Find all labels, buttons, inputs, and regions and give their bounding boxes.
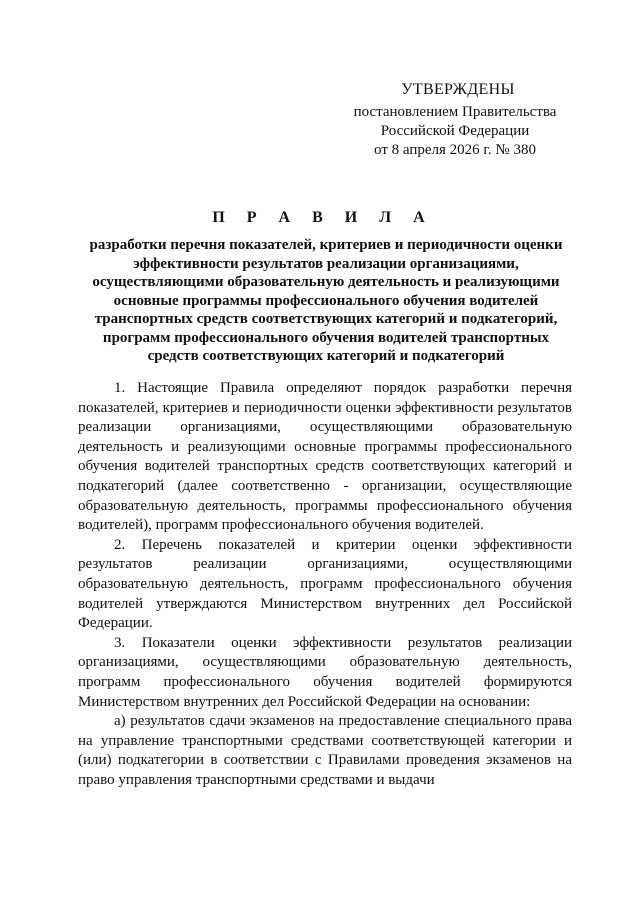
document-body xyxy=(78,379,572,790)
paragraph-2: 2. Перечень показателей и критерии оценки эффективности результатов реализации организациями, осуществляющими образовательную деятельность, программ профессионального обучения водителей утверждаются Министерством внутренних дел Российской Федерации. xyxy=(78,536,572,632)
approval-line-1: постановлением Правительства xyxy=(353,104,557,120)
approval-heading: УТВЕРЖДЕНЫ xyxy=(401,81,515,98)
document-subtitle: разработки перечня показателей, критериев и периодичности оценки эффективности результатов реализации организациями, осуществляющими образовательную деятельность и реализующими основные программы профессионального обучения водителей транспортных средств соответствующих категорий и подкатегорий, программ профессионального обучения водителей транспортных средств соответствующих категорий и подкатегорий xyxy=(89,237,563,364)
paragraph-3a: а) результатов сдачи экзаменов на предоставление специального права на управление транспортными средствами соответствующей категории и (или) подкатегории в соответствии с Правилами проведения экзаменов на право управления транспортными средствами и выдачи xyxy=(78,713,572,788)
paragraph-3: 3. Показатели оценки эффективности результатов реализации организациями, осуществляющими образовательную деятельность, программ профессионального обучения водителей формируются Министерством внутренних дел Российской Федерации на основании: xyxy=(78,634,572,710)
approval-line-2: Российской Федерации xyxy=(380,123,530,139)
approval-line-3: от 8 апреля 2026 г. № 380 xyxy=(374,142,536,158)
document-title: П Р А В И Л А xyxy=(212,209,434,226)
approval-stamp xyxy=(340,80,570,160)
paragraph-1: 1. Настоящие Правила определяют порядок разработки перечня показателей, критериев и периодичности оценки эффективности результатов реализации организациями, осуществляющими образовательную деятельность и реализующими основные программы профессионального обучения водителей транспортных средств соответствующих категорий и подкатегорий (далее соответственно - организации, осуществляющие образовательную деятельность, программы профессионального обучения водителей), программ профессионального обучения водителей. xyxy=(78,380,572,534)
